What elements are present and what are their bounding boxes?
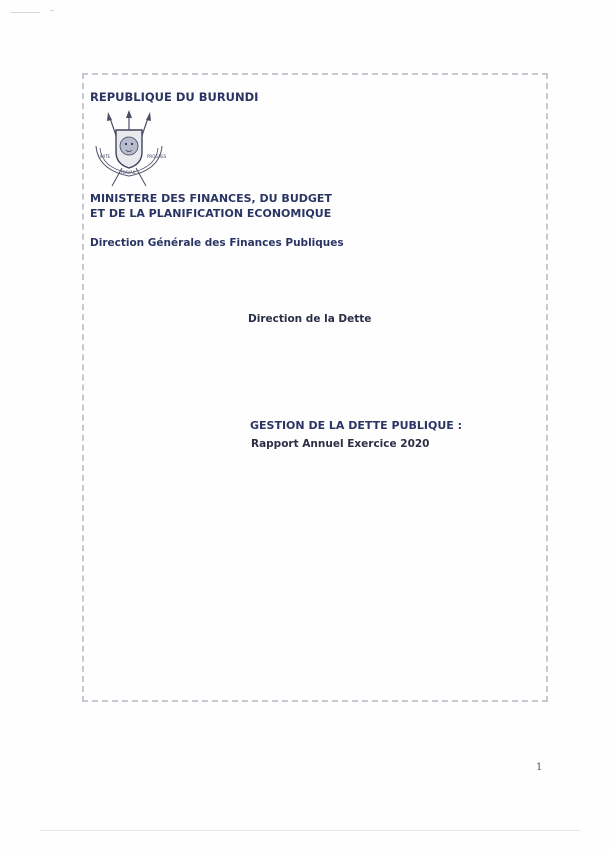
ministry-name-line2: ET DE LA PLANIFICATION ECONOMIQUE <box>90 207 332 220</box>
svg-text:TRAVAIL: TRAVAIL <box>120 170 137 175</box>
ministry-name-line1: MINISTERE DES FINANCES, DU BUDGET <box>90 192 332 205</box>
svg-text:PROGRES: PROGRES <box>147 154 166 159</box>
scan-artifact <box>50 10 54 11</box>
scan-artifact <box>10 12 40 13</box>
scan-artifact-line <box>40 830 580 831</box>
directorate-general: Direction Générale des Finances Publiques <box>90 237 344 249</box>
report-title: GESTION DE LA DETTE PUBLIQUE : <box>250 419 463 432</box>
svg-text:UNITE: UNITE <box>98 154 111 159</box>
report-subtitle: Rapport Annuel Exercice 2020 <box>251 438 430 450</box>
page-number: 1 <box>536 762 543 773</box>
coat-of-arms-icon <box>92 110 166 188</box>
country-name: REPUBLIQUE DU BURUNDI <box>90 90 259 104</box>
department-name: Direction de la Dette <box>248 313 372 325</box>
